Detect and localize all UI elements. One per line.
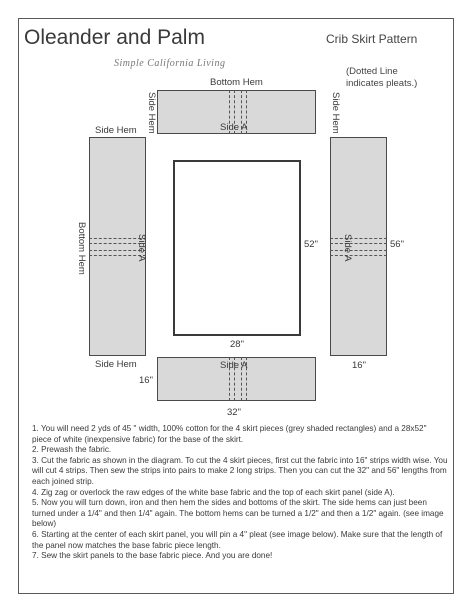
instruction-step: 7. Sew the skirt panels to the base fabric piece. And you are done! xyxy=(32,551,273,561)
instruction-step: 3. Cut the fabric as shown in the diagram. To cut the 4 skirt pieces, first cut the fabric into 16" strips width wise. You will cut 4 strips. Then sew the strips into pairs to make 2 long strips. Then you can cut the 32" and 56" lengths from each joined strip. xyxy=(32,455,448,486)
pattern-title: Crib Skirt Pattern xyxy=(326,32,418,46)
top-panel-side-hem-left-label: Side Hem xyxy=(146,92,157,134)
left-panel-side-a-label: Side A xyxy=(136,234,147,262)
left-panel-bottom-hem-label: Bottom Hem xyxy=(76,222,87,275)
right-panel-side-a-label: Side A xyxy=(342,234,353,262)
instruction-step: 6. Starting at the center of each skirt panel, you will pin a 4" pleat (see image below). Make sure that the length of the panel now matches the base fabric piece length. xyxy=(32,529,443,550)
pleat-legend-note: (Dotted Line indicates pleats.) xyxy=(346,66,418,89)
instruction-step: 2. Prewash the fabric. xyxy=(32,445,112,455)
base-height-label: 52" xyxy=(304,239,318,250)
bottom-panel-length-label: 32" xyxy=(227,407,241,418)
right-panel-pleat-line xyxy=(330,255,387,256)
top-panel-side-a-label: Side A xyxy=(220,122,248,133)
right-panel-pleat-line xyxy=(330,250,387,251)
base-width-label: 28" xyxy=(230,339,244,350)
right-skirt-panel xyxy=(330,137,387,356)
right-panel-pleat-line xyxy=(330,238,387,239)
brand-subtitle: Simple California Living xyxy=(114,58,226,69)
right-panel-pleat-line xyxy=(330,243,387,244)
instruction-step: 4. Zig zag or overlock the raw edges of the white base fabric and the top of each skirt panel (side A). xyxy=(32,487,395,497)
right-panel-width-label: 16" xyxy=(352,360,366,371)
instruction-step: 1. You will need 2 yds of 45 " width, 100% cotton for the 4 skirt pieces (grey shaded rectangles) and a 28x52" piece of white (inexpensive fabric) for the base of the skirt. xyxy=(32,424,427,444)
instruction-step: 5. Now you will turn down, iron and then hem the sides and bottoms of the skirt. The side hems can just been turned under a 1/4" and then 1/4" again. The bottom hems can be turned a 1/2" and then a 1/2" again. (see image below) xyxy=(32,498,444,529)
bottom-panel-height-label: 16" xyxy=(139,375,153,386)
instructions-list xyxy=(32,424,448,562)
base-fabric-piece xyxy=(173,160,301,336)
brand-title: Oleander and Palm xyxy=(24,26,205,49)
top-panel-bottom-hem-label: Bottom Hem xyxy=(210,77,263,88)
right-panel-length-label: 56" xyxy=(390,239,404,250)
bottom-panel-side-a-label: Side A xyxy=(220,360,248,371)
left-panel-side-hem-top-label: Side Hem xyxy=(95,125,137,136)
left-panel-side-hem-bottom-label: Side Hem xyxy=(95,359,137,370)
top-panel-side-hem-right-label: Side Hem xyxy=(330,92,341,134)
